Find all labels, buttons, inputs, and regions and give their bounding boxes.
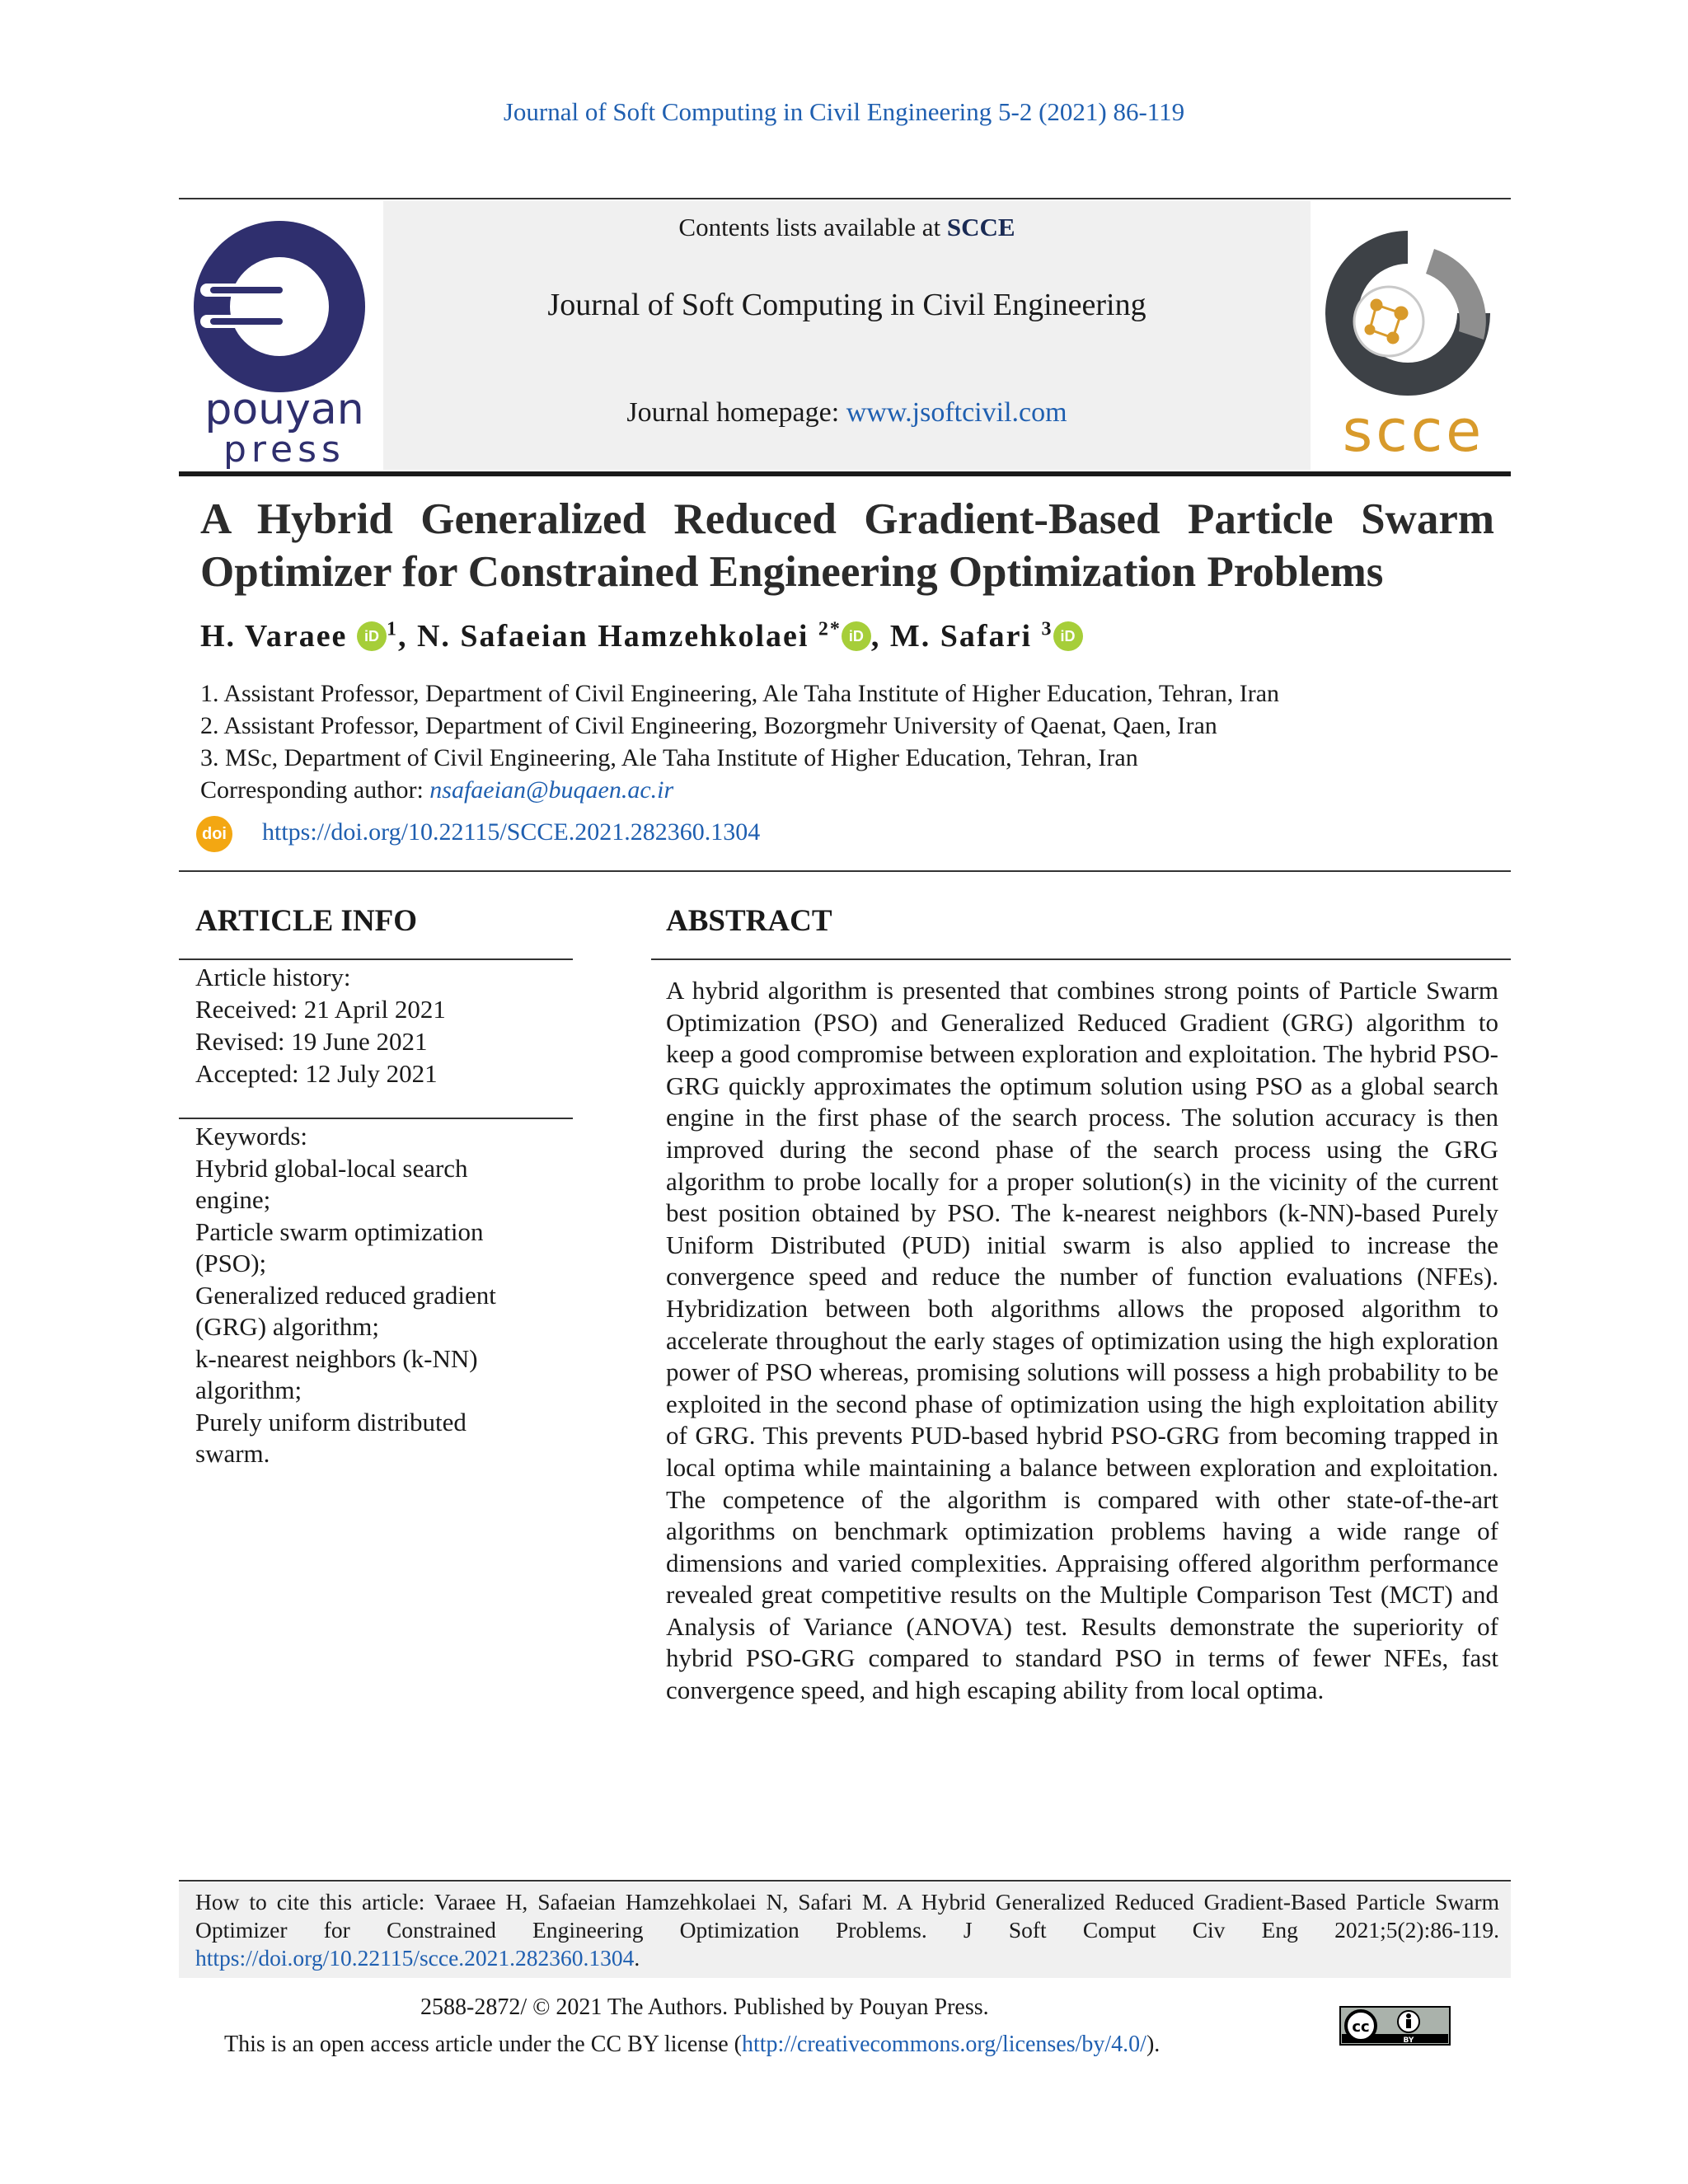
header-bottom-rule bbox=[179, 471, 1511, 476]
license-suffix: ). bbox=[1146, 2032, 1160, 2057]
section-divider bbox=[179, 870, 1511, 872]
affiliation-2: 2. Assistant Professor, Department of Civil Engineering, Bozorgmehr University of Qaenat, Qaen, Iran bbox=[200, 712, 1217, 739]
corresponding-email-link[interactable]: nsafaeian@buqaen.ac.ir bbox=[429, 776, 674, 804]
pouyan-logo-text-2: press bbox=[223, 429, 345, 470]
article-title bbox=[200, 493, 1494, 598]
keywords-label: Keywords: bbox=[195, 1122, 308, 1151]
keyword-line: engine; bbox=[195, 1185, 271, 1214]
cc-by-text: BY bbox=[1403, 2036, 1414, 2045]
orcid-icon[interactable]: iD bbox=[1053, 621, 1083, 651]
article-history bbox=[195, 961, 446, 1090]
orcid-icon[interactable]: iD bbox=[842, 621, 871, 651]
history-label: Article history: bbox=[195, 963, 351, 991]
accepted-date: Accepted: 12 July 2021 bbox=[195, 1059, 438, 1088]
keyword-line: Particle swarm optimization bbox=[195, 1216, 484, 1246]
keyword-line: Hybrid global-local search bbox=[195, 1153, 468, 1183]
contents-available bbox=[383, 213, 1311, 242]
license-line bbox=[224, 2032, 1160, 2058]
author-list bbox=[200, 618, 1083, 654]
keyword-line: (PSO); bbox=[195, 1249, 267, 1277]
title-line-1: A Hybrid Generalized Reduced Gradient-Based Particle Swarm bbox=[200, 495, 1494, 543]
author-name: H. Varaee bbox=[200, 619, 348, 654]
homepage-label: Journal homepage: bbox=[626, 397, 846, 428]
keywords-rule bbox=[179, 1118, 573, 1119]
affiliation-1: 1. Assistant Professor, Department of Civil Engineering, Ale Taha Institute of Higher Education, Tehran, Iran bbox=[200, 680, 1280, 707]
author-affil-number: 3 bbox=[1041, 618, 1053, 640]
doi-icon: doi bbox=[196, 816, 232, 852]
how-to-cite bbox=[195, 1888, 1499, 1972]
corresponding-label: Corresponding author: bbox=[200, 776, 430, 804]
orcid-icon[interactable]: iD bbox=[357, 621, 387, 651]
running-head: Journal of Soft Computing in Civil Engineering 5-2 (2021) 86-119 bbox=[503, 97, 1185, 126]
doi-row bbox=[196, 816, 760, 852]
revised-date: Revised: 19 June 2021 bbox=[195, 1027, 428, 1056]
author-name: N. Safaeian Hamzehkolaei bbox=[416, 619, 809, 654]
abstract-text: A hybrid algorithm is presented that combines strong points of Particle Swarm Optimization (PSO) and Generalized Reduced Gradient (GRG) algorithm to keep a good compromise between exploration and exploitation. The hybrid PSO-GRG quickly approximates the optimum solution using PSO as a global search engine in the first phase of the search process. The solution accuracy is then improved during the second phase of the search process using the GRG algorithm to probe locally for a proper solution(s) in the vicinity of the current best position obtained by PSO. The k-nearest neighbors (k-NN)-based Purely Uniform Distributed (PUD) initial swarm is also applied to increase the convergence speed and reduce the number of function evaluations (NFEs). Hybridization between both algorithms allows the proposed algorithm to accelerate throughout the early stages of optimization using the high exploration power of PSO whereas, promising solutions will possess a high probability to be exploited in the second phase of optimization using the high exploitation ability of GRG. This prevents PUD-based hybrid PSO-GRG from becoming trapped in local optima while maintaining a balance between exploration and exploitation. The competence of the algorithm is compared with other state-of-the-art algorithms on benchmark optimization problems having a wide range of dimensions and varied complexities. Appraising offered algorithm performance revealed great competitive results on the Multiple Comparison Test (MCT) and Analysis of Variance (ANOVA) test. Results demonstrate the superiority of hybrid PSO-GRG compared to standard PSO in terms of fewer NFEs, fast convergence speed, and high escaping ability from local optima. bbox=[666, 976, 1498, 1705]
article-info-heading: ARTICLE INFO bbox=[195, 904, 418, 938]
keyword-line: swarm. bbox=[195, 1439, 270, 1468]
keyword-line: Generalized reduced gradient bbox=[195, 1280, 496, 1310]
cc-badge-text: cc bbox=[1352, 2018, 1370, 2036]
keyword-line: Purely uniform distributed bbox=[195, 1407, 467, 1436]
pouyan-logo-text-1: pouyan bbox=[204, 385, 364, 434]
citation-text: How to cite this article: Varaee H, Safaeian Hamzehkolaei N, Safari M. A Hybrid Generalized Reduced Gradient-Based Particle Swarm Optimizer for Constrained Engineering Optimization Problems. J Soft Comput Civ Eng 2021;5(2):86-119. bbox=[195, 1889, 1499, 1943]
doi-link[interactable]: https://doi.org/10.22115/SCCE.2021.282360.1304 bbox=[262, 818, 761, 846]
contents-site: SCCE bbox=[946, 213, 1015, 241]
journal-homepage bbox=[383, 397, 1311, 429]
pouyan-press-logo bbox=[185, 208, 383, 470]
corresponding-author bbox=[200, 774, 1511, 806]
affiliation-3: 3. MSc, Department of Civil Engineering, Ale Taha Institute of Higher Education, Tehran, Iran bbox=[200, 744, 1138, 771]
author-separator: , bbox=[870, 619, 890, 654]
header-top-rule bbox=[179, 198, 1511, 199]
header-journal-name: Journal of Soft Computing in Civil Engineering bbox=[547, 288, 1146, 322]
license-prefix: This is an open access article under the CC BY license ( bbox=[224, 2032, 742, 2057]
author-name: M. Safari bbox=[889, 619, 1032, 654]
keyword-line: k-nearest neighbors (k-NN) bbox=[195, 1343, 478, 1373]
citation-doi-link[interactable]: https://doi.org/10.22115/scce.2021.282360.1304 bbox=[195, 1945, 635, 1971]
article-info-rule bbox=[179, 958, 573, 960]
keywords bbox=[195, 1121, 542, 1470]
cc-by-icon bbox=[1339, 2006, 1451, 2046]
citation-rule bbox=[179, 1880, 1511, 1882]
affiliations bbox=[200, 677, 1511, 806]
abstract-heading: ABSTRACT bbox=[666, 904, 832, 938]
keyword-line: algorithm; bbox=[195, 1376, 302, 1404]
issn-copyright: 2588-2872/ © 2021 The Authors. Published by Pouyan Press. bbox=[420, 1994, 989, 2020]
author-affil-number: 1 bbox=[386, 618, 398, 640]
scce-logo-text: scce bbox=[1342, 397, 1485, 463]
license-link[interactable]: http://creativecommons.org/licenses/by/4.0/ bbox=[742, 2032, 1146, 2057]
author-affil-number: 2* bbox=[818, 618, 842, 640]
received-date: Received: 21 April 2021 bbox=[195, 995, 446, 1024]
homepage-link[interactable]: www.jsoftcivil.com bbox=[846, 397, 1067, 428]
title-line-2: Optimizer for Constrained Engineering Optimization Problems bbox=[200, 548, 1384, 596]
abstract-rule bbox=[651, 958, 1511, 960]
author-separator: , bbox=[397, 619, 417, 654]
contents-prefix: Contents lists available at bbox=[678, 213, 947, 241]
keyword-line: (GRG) algorithm; bbox=[195, 1312, 379, 1341]
citation-end: . bbox=[634, 1945, 640, 1971]
scce-logo bbox=[1311, 216, 1511, 463]
